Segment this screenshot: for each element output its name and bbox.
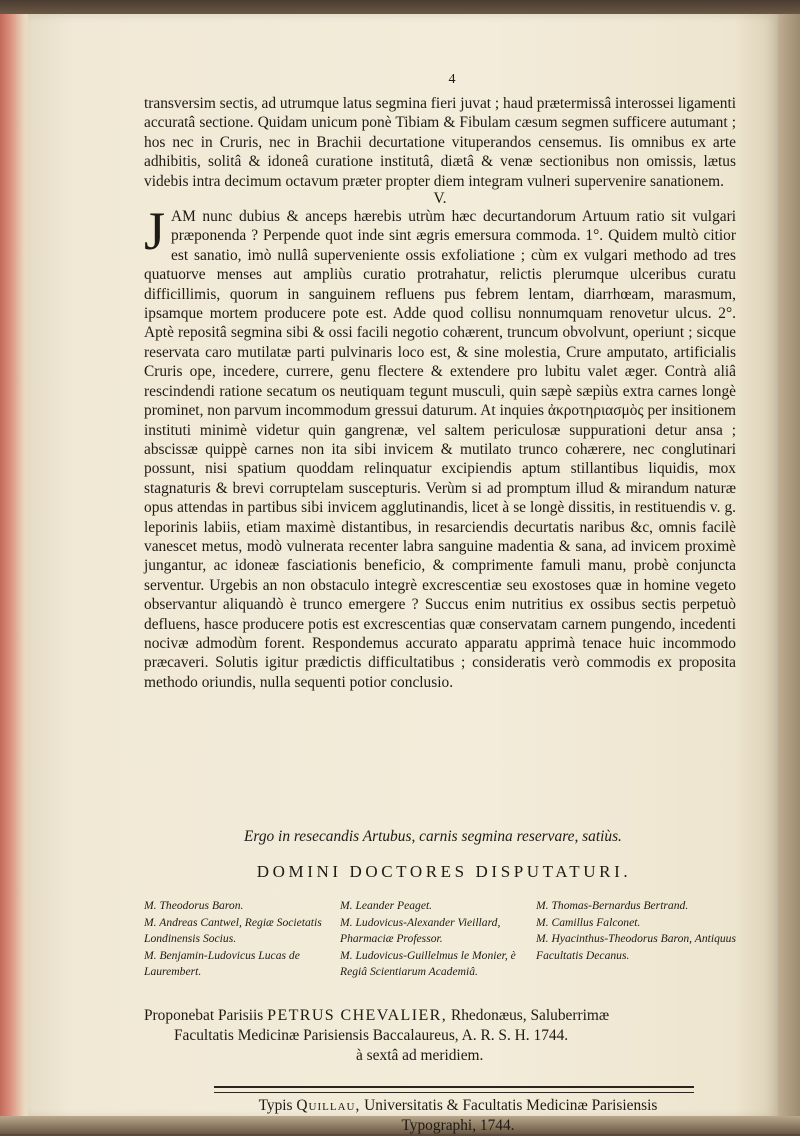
- printer-line-2: Typographi, 1744.: [401, 1117, 515, 1134]
- printer-rest: Universitatis & Facultatis Medicinæ Parisiensis: [364, 1097, 658, 1114]
- doctor-entry: M. Thomas-Bernardus Bertrand.: [536, 899, 689, 912]
- doctors-list: [144, 898, 744, 981]
- paragraph-section-v-text: AM nunc dubius & anceps hærebis utrùm hæc decurtandorum Artuum ratio sit vulgari præponenda ? Perpende quot inde sint ægris emersura commoda. 1°. Quidem multò citior est sanatio, imò nullâ superveniente ossis exfoliatione ; cùm ex vulgari methodo ad tres quatuorve menses aut ampliùs curatio protrahatur, relictis plerumque ulceribus curatu difficillimis, quorum in sanguinem refluens pus febrem lentam, diarrhœam, marasmum, ipsamque mortem producere pote est. Adde quod collisu nonnumquam renovetur ulcus. 2°. Aptè repositâ segmina sibi & ossi facili negotio cohærent, truncum obvolvunt, operiunt ; sicque reservata caro mutilatæ parti pulvinaris loco est, & sine molestia, Crure amputato, artificialis Cruris ope, incedere, currere, genu flectere & extendere pro lubitu valet æger. Contrà aliâ rescindendi ratione secatum os neutiquam tegunt musculi, quin sæpè sæpiùs extra carnes longè prominet, non parvum incommodum gressui daturum. At inquies ἀκροτηριασμὸς per insitionem instituti minimè videtur quin gangrenæ, vel saltem periculosæ suppurationi detur ansa ; abscissæ quippè carnes non ita sibi invicem & mutilato trunco cohærere, nec conglutinari possunt, nisi spatium quoddam relinquatur excipiendis aptum stillantibus liquidis, mox stagnaturis & brevi corruptelam suscepturis. Verùm si ad promptum illud & mirandum naturæ opus attendas in partibus sibi invicem agglutinandis, licet à se longè dissitis, in restituendis v. g. leporinis labiis, etiam maximè distantibus, in resarciendis decurtatis naribus &c, omnis facilè vanescet metus, modò vulnerata recenter labra sanguine madentia & sana, ad invicem proximè jungantur, ac idoneæ fasciationis beneficio, & comprimente famuli manu, probè conjuncta serventur. Urgebis an non obstaculo integrè excrescentiæ seu exostoses quæ in homine vegeto observantur aliquandò è trunco emergere ? Succus enim nutritius ex ossibus sectis perpetuò defluens, hasce producere potis est excrescentias quæ conservatam carnem pungendo, incedenti nocivæ admodùm forent. Respondemus accurato apparatu apprimà tenace huic incommodo præcaveri. Solutis igitur prædictis difficultatibus ; consideratis verò commodis ex proposita methodo oriundis, nulla sequenti potior conclusio.: [144, 208, 736, 691]
- proponebat-block: [144, 1006, 744, 1066]
- doctor-entry: M. Benjamin-Ludovicus Lucas de Laurembert.: [144, 948, 300, 979]
- ornamental-rule: [214, 1086, 694, 1093]
- doctors-column-1: [144, 898, 340, 981]
- paragraph-continued: transversim sectis, ad utrumque latus segmina fieri juvat ; haud prætermissâ interossei ligamenti accuratâ sectione. Quidam unicum ponè Tibiam & Fibulam cæsum segmen sufficere autumant ; hos nec in Cruris, nec in Brachii decurtatione vituperandos censemus. Iis omnibus ex arte adhibitis, solitâ & idoneâ curatione institutâ, diætâ & venæ sectionibus non omissis, lætus videbis intra decimum octavum præter propter diem integram vulneri supervenire sanationem.: [144, 95, 736, 190]
- proponebat-intro: Proponebat Parisiis: [144, 1007, 264, 1024]
- doctors-column-3: [536, 898, 744, 981]
- doctors-column-2: [340, 898, 536, 981]
- book-gutter: [778, 14, 800, 1118]
- body-text: [144, 94, 736, 692]
- doctor-entry: M. Leander Peaget.: [340, 899, 433, 912]
- proponebat-rest: Rhedonæus, Saluberrimæ: [450, 1007, 610, 1024]
- printer-imprint: [228, 1096, 688, 1136]
- doctors-heading: DOMINI DOCTORES DISPUTATURI.: [256, 862, 632, 881]
- doctor-entry: M. Camillus Falconet.: [536, 915, 641, 929]
- candidate-name: PETRUS CHEVALIER,: [267, 1007, 448, 1024]
- proponebat-line-3: à sextâ ad meridiem.: [356, 1047, 484, 1064]
- section-number: V.: [433, 190, 447, 208]
- doctor-entry: M. Ludovicus-Alexander Vieillard, Pharmaciæ Professor.: [340, 915, 501, 946]
- doctor-entry: M. Andreas Cantwel, Regiæ Societatis Londinensis Socius.: [144, 915, 322, 946]
- doctor-entry: M. Hyacinthus-Theodorus Baron, Antiquus Facultatis Decanus.: [536, 932, 736, 962]
- printer-line-1: [228, 1096, 688, 1116]
- thesis-conclusion: Ergo in resecandis Artubus, carnis segmina reservare, satiùs.: [244, 828, 622, 845]
- doctor-entry: M. Ludovicus-Guillelmus le Monier, è Regiâ Scientiarum Academiâ.: [340, 948, 516, 979]
- printer-name: Quillau,: [296, 1097, 361, 1114]
- proponebat-line-2: Facultatis Medicinæ Parisiensis Baccalaureus, A. R. S. H. 1744.: [174, 1027, 569, 1044]
- doctor-entry: M. Theodorus Baron.: [144, 899, 244, 912]
- drop-cap: J: [144, 201, 166, 262]
- proponebat-line-1: [144, 1006, 744, 1026]
- printer-typis: Typis: [258, 1097, 293, 1114]
- page-number: 4: [448, 72, 456, 87]
- paragraph-section-v: [144, 201, 736, 692]
